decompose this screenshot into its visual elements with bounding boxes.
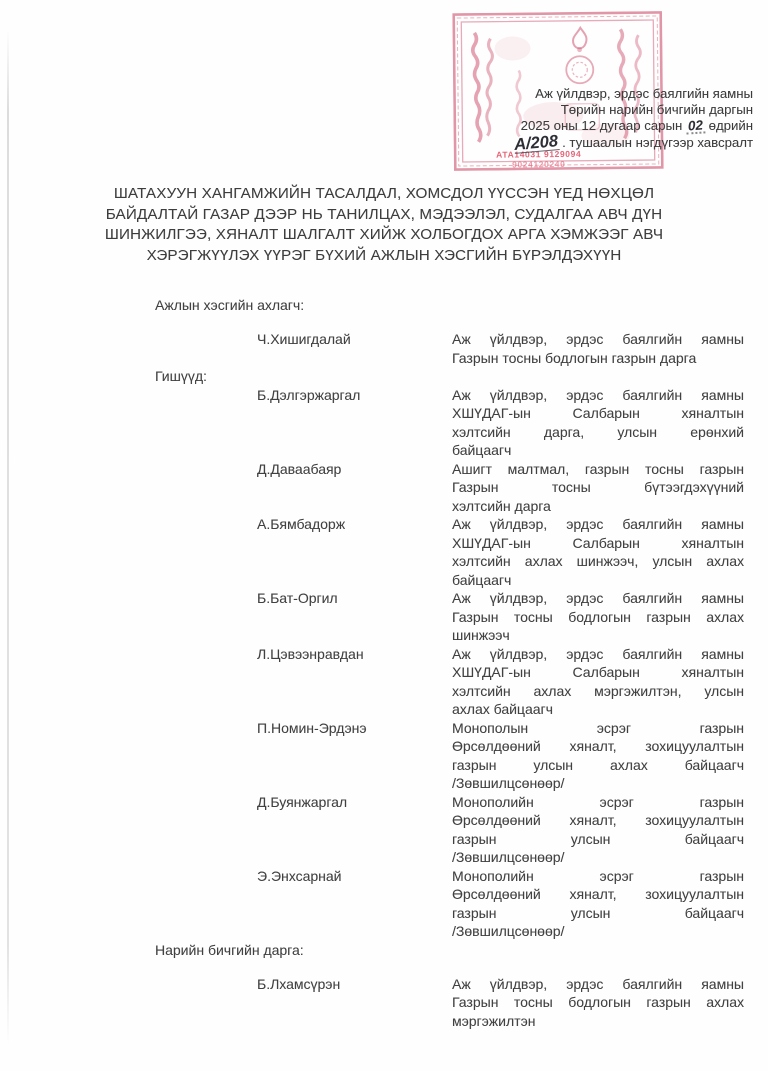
section-label-secretary: Нарийн бичгийн дарга: — [155, 941, 304, 958]
annotation-line-ministry: Аж үйлдвэр, эрдэс баялгийн яамны — [535, 86, 753, 101]
member-position — [452, 975, 744, 1031]
roster-row — [0, 793, 768, 867]
member-position — [452, 330, 744, 367]
working-group-roster — [0, 296, 768, 1030]
member-name: Д.Даваабаяр — [257, 460, 342, 477]
roster-row — [0, 589, 768, 645]
position-line: хэлтсийн ахлах мэргэжилтэн, улсын — [452, 682, 744, 699]
position-line: Монополийн эсрэг газрын — [452, 867, 744, 884]
stamp-serial-line2: 9024120240 — [512, 158, 566, 170]
position-line: байцаагч — [452, 442, 512, 458]
member-name: Д.Буянжаргал — [257, 793, 348, 810]
position-line: Газрын тосны бүтээгдэхүүний — [452, 479, 744, 495]
position-line: хэлтсийн дарга — [452, 497, 551, 514]
position-line: Аж үйлдвэр, эрдэс баялгийн яамны — [452, 386, 744, 403]
position-line: Өрсөлдөөний хяналт, зохицуулалтын — [452, 886, 744, 902]
member-name: Б.Лхамсүрэн — [257, 975, 341, 992]
position-line: Аж үйлдвэр, эрдэс баялгийн яамны — [452, 516, 744, 532]
position-line: Аж үйлдвэр, эрдэс баялгийн яамны — [452, 590, 744, 606]
position-line: газрын улсын байцаагч — [452, 904, 744, 921]
date-prefix: 2025 оны 12 дугаар сарын — [520, 118, 683, 133]
annotation-line-order — [513, 132, 753, 154]
member-name: Э.Энхсарнай — [257, 867, 342, 884]
member-name: П.Номин-Эрдэнэ — [257, 719, 367, 736]
member-position — [452, 645, 744, 719]
position-line: хэлтсийн дарга, улсын ерөнхий — [452, 423, 744, 440]
position-line: газрын улсын байцаагч — [452, 830, 744, 847]
position-line: ХШҮДАГ-ын Салбарын хяналтын — [452, 534, 744, 551]
position-line: Өрсөлдөөний хяналт, зохицуулалтын — [452, 812, 744, 828]
position-line: Аж үйлдвэр, эрдэс баялгийн яамны — [452, 331, 744, 347]
roster-row — [0, 719, 768, 793]
member-position — [452, 589, 744, 645]
member-position — [452, 386, 744, 460]
section-label-members: Гишүүд: — [155, 368, 207, 384]
position-line: Газрын тосны бодлогын газрын ахлах — [452, 608, 744, 625]
roster-row — [0, 867, 768, 941]
annotation-line-secretary: Төрийн нарийн бичгийн даргын — [560, 102, 753, 117]
position-line: /Зөвшилцсөнөөр/ — [452, 849, 565, 865]
position-line: ахлах байцаагч — [452, 701, 553, 717]
member-position — [452, 793, 744, 867]
position-line: /Зөвшилцсөнөөр/ — [452, 775, 565, 791]
title-line: ШИНЖИЛГЭЭ, ХЯНАЛТ ШАЛГАЛТ ХИЙЖ ХОЛБОГДОХ АРГА ХЭМЖЭЭГ АВЧ — [104, 226, 664, 243]
member-name: Л.Цэвээнравдан — [257, 645, 364, 662]
title-line: ШАТАХУУН ХАНГАМЖИЙН ТАСАЛДАЛ, ХОМСДОЛ ҮҮССЭН ҮЕД НӨХЦӨЛ — [113, 185, 655, 202]
member-name: Ч.Хишигдалай — [257, 331, 351, 347]
roster-row — [0, 645, 768, 719]
position-line: Монополын эсрэг газрын — [452, 719, 744, 736]
position-line: хэлтсийн ахлах шинжээч, улсын ахлах — [452, 553, 744, 569]
stamp-serial-line1: АТА14031 9129094 — [496, 148, 582, 160]
position-line: байцаагч — [452, 571, 512, 588]
handwritten-day: 02 — [685, 119, 705, 134]
member-position — [452, 719, 744, 793]
approval-annotation — [513, 86, 753, 154]
member-name: А.Бямбадорж — [257, 516, 346, 532]
title-line: ХЭРЭГЖҮҮЛЭХ ҮҮРЭГ БҮХИЙ АЖЛЫН ХЭСГИЙН БҮРЭЛДЭХҮҮН — [146, 246, 622, 264]
order-suffix: . тушаалын нэгдүгээр хавсралт — [562, 135, 753, 150]
position-line: Газрын тосны бодлогын газрын дарга — [452, 349, 697, 366]
position-line: Ашигт малтмал, газрын тосны газрын — [452, 460, 744, 477]
position-line: Монополийн эсрэг газрын — [452, 793, 744, 810]
date-suffix: өдрийн — [708, 118, 753, 133]
position-line: /Зөвшилцсөнөөр/ — [452, 923, 565, 939]
roster-row — [0, 460, 768, 516]
position-line: ХШҮДАГ-ын Салбарын хяналтын — [452, 664, 744, 680]
section-label-leader: Ажлын хэсгийн ахлагч: — [155, 297, 305, 313]
position-line: шинжээч — [452, 627, 510, 643]
document-title — [0, 184, 768, 266]
position-line: газрын улсын ахлах байцаагч — [452, 756, 744, 773]
roster-row — [0, 515, 768, 589]
position-line: ХШҮДАГ-ын Салбарын хяналтын — [452, 405, 744, 421]
position-line: Газрын тосны бодлогын газрын ахлах — [452, 994, 744, 1010]
roster-row — [0, 330, 768, 367]
member-name: Б.Бат-Оргил — [257, 590, 338, 606]
position-line: мэргэжилтэн — [452, 1012, 536, 1029]
annotation-line-date — [514, 118, 753, 134]
roster-row — [0, 386, 768, 460]
roster-row — [0, 975, 768, 1031]
position-line: Аж үйлдвэр, эрдэс баялгийн яамны — [452, 975, 744, 992]
member-position — [452, 460, 744, 516]
title-line: БАЙДАЛТАЙ ГАЗАР ДЭЭР НЬ ТАНИЛЦАХ, МЭДЭЭЛЭЛ, СУДАЛГАА АВЧ ДҮН — [105, 205, 663, 223]
handwritten-order-number: А/208 — [513, 132, 559, 154]
member-position — [452, 867, 744, 941]
position-line: Өрсөлдөөний хяналт, зохицуулалтын — [452, 738, 744, 754]
member-position — [452, 515, 744, 589]
member-name: Б.Дэлгэржаргал — [257, 386, 361, 403]
position-line: Аж үйлдвэр, эрдэс баялгийн яамны — [452, 645, 744, 662]
